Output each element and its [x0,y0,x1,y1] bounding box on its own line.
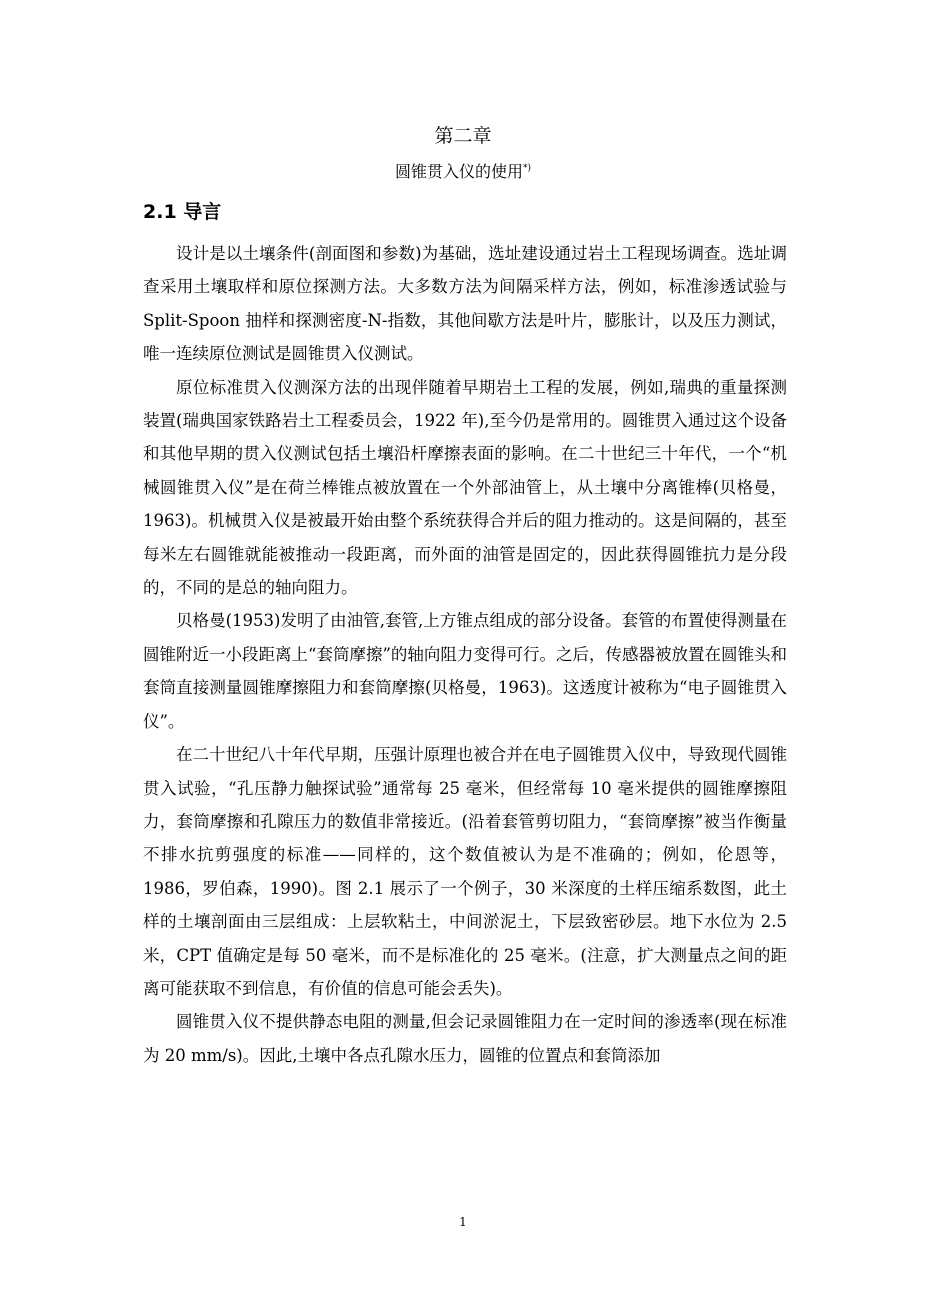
footnote-marker: *) [523,163,532,174]
body-text [143,237,787,1072]
paragraph-1: 设计是以土壤条件(剖面图和参数)为基础，选址建设通过岩土工程现场调查。选址调查采用土壤取样和原位探测方法。大多数方法为间隔采样方法，例如，标准渗透试验与 Split-Spoon 抽样和探测密度-N-指数，其他间歇方法是叶片，膨胀计，以及压力测试，唯一连续原位测试是圆锥贯入仪测试。 [143,244,787,364]
paragraph-5: 圆锥贯入仪不提供静态电阻的测量,但会记录圆锥阻力在一定时间的渗透率(现在标准为 20 mm/s)。因此,土壤中各点孔隙水压力，圆锥的位置点和套筒添加 [143,1012,787,1065]
chapter-subtitle-text: 圆锥贯入仪的使用 [394,162,523,181]
page-number: 1 [459,1215,467,1229]
paragraph-2: 原位标准贯入仪测深方法的出现伴随着早期岩土工程的发展，例如,瑞典的重量探测装置(瑞典国家铁路岩土工程委员会，1922 年),至今仍是常用的。圆锥贯入通过这个设备和其他早期的贯入仪测试包括土壤沿杆摩擦表面的影响。在二十世纪三十年代，一个“机械圆锥贯入仪”是在荷兰棒锥点被放置在一个外部油管上，从土壤中分离锥棒(贝格曼，1963)。机械贯入仪是被最开始由整个系统获得合并后的阻力推动的。这是间隔的，甚至每米左右圆锥就能被推动一段距离，而外面的油管是固定的，因此获得圆锥抗力是分段的，不同的是总的轴向阻力。 [143,377,787,598]
chapter-subtitle [0,160,926,184]
paragraph-3: 贝格曼(1953)发明了由油管,套管,上方锥点组成的部分设备。套管的布置使得测量在圆锥附近一小段距离上“套筒摩擦”的轴向阻力变得可行。之后，传感器被放置在圆锥头和套筒直接测量圆锥摩擦阻力和套筒摩擦(贝格曼，1963)。这透度计被称为“电子圆锥贯入仪”。 [143,611,787,731]
chapter-title: 第二章 [434,125,492,147]
section-heading: 2.1 导言 [143,201,222,223]
paragraph-4: 在二十世纪八十年代早期，压强计原理也被合并在电子圆锥贯入仪中，导致现代圆锥贯入试验，“孔压静力触探试验”通常每 25 毫米，但经常每 10 毫米提供的圆锥摩擦阻力，套筒摩擦和孔隙压力的数值非常接近。(沿着套管剪切阻力，“套筒摩擦”被当作衡量不排水抗剪强度的标准——同样的，这个数值被认为是不准确的；例如，伦恩等，1986，罗伯森，1990)。图 2.1 展示了一个例子，30 米深度的土样压缩系数图，此土样的土壤剖面由三层组成：上层软粘土，中间淤泥土，下层致密砂层。地下水位为 2.5 米，CPT 值确定是每 50 毫米，而不是标准化的 25 毫米。(注意，扩大测量点之间的距离可能获取不到信息，有价值的信息可能会丢失)。 [143,745,787,998]
